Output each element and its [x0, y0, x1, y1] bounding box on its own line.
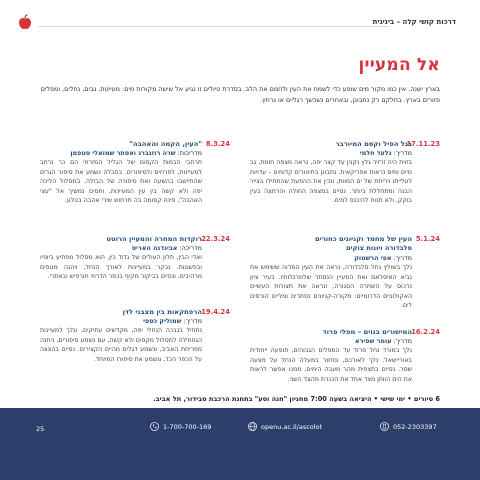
page-footer	[0, 408, 480, 480]
page-title: אל המעיין	[358, 55, 440, 75]
event-description: נלך במורד נחל פרוד עד המפלים הגבוהים, תופעה ייחודית באוריישאל. נלך לאורכם, ונחזור במעלה הנחל על מצעה שסר. נסיים בתצפית מהר מעבה הימים, ממנו אפשר לראות את הים הוותן מצד אחד את הכנרת מהצד השני.	[250, 347, 412, 383]
website-url: openu.ac.il/ascolot	[261, 422, 323, 431]
guide-name: שמוליק כספי	[143, 317, 182, 325]
events-column-right	[250, 140, 440, 384]
event-date: 5.1.24	[415, 235, 440, 243]
intro-paragraph: בארץ ישנה, אין כמו מקור מים שופע כדי לשמח את העין ולחמם את הלב. בסדרת טיולים זו נגיע אל שישה מקורות מים: מעיינות, גבים, נחלים, ומפלים פזורים בארץ. בחלקם רק נתבונן, ובאחרים נשכשך רגליים או נרחץ.	[40, 85, 440, 104]
events-column-left	[40, 140, 230, 364]
guide-label: מדריך:	[393, 254, 412, 262]
event-date: 16.2.24	[411, 328, 440, 336]
event-subtitle: סלבדורה ויונות צוקים	[346, 244, 412, 252]
page-number: 25	[36, 425, 45, 433]
guide-name: עומר שפירא	[354, 337, 392, 345]
event-description: נתחיל בנבכה הנחלי יפה, מקדשים עתיקים, ונלך למעיינות הגוזחילה למסלול מקסים ולא קשה, עם נשמע סיפורים, ניחנה מפריחת האביב, ונשמע דגלים מהיים הקצירים. נסיים בהצצה על הכפר הכד, ונשמע את סיפורו המיוחד.	[40, 327, 202, 363]
event-item	[40, 140, 230, 235]
guide-label: מדריך:	[393, 337, 412, 345]
event-description: בזוית היה זרזיר גלץ נקנין עד קצר יפה, נראה מצפה חומת, גב מיים ומים נראות אפריקאית. נתבונן בחיטורים קדומים – עדויות לעלייתו ויריחת של ים המוות, ונכין את ההפעת שהתחילו בצייר הבנה ומתחללת ביותר. נסיים במצפה החולה והרחצה בעין בוקק, ולא תנוח להיכנס למים.	[250, 159, 412, 205]
event-title: "העין, הקמה והאהבה"	[129, 140, 202, 148]
event-guide	[250, 148, 412, 158]
header-divider	[38, 26, 390, 27]
event-guide	[40, 316, 202, 326]
series-title: דרכות קושי קלה – ביניגית	[372, 18, 456, 26]
phone-number: 1-700-700-169	[163, 422, 212, 431]
event-title: העין של מחמד וקניונים כחורים	[314, 235, 412, 243]
guide-label: מדריך:	[393, 149, 412, 157]
apple-logo-icon	[18, 14, 32, 30]
event-item	[40, 235, 230, 308]
event-date: 8.3.24	[205, 140, 230, 148]
guide-name: גלעד חלמי	[359, 149, 392, 157]
event-title: המישורים בגוים – מפלי פרוד	[322, 328, 412, 336]
event-title: הרפתקאות בין מצבני לדן	[122, 308, 202, 316]
website-link[interactable]	[248, 422, 322, 431]
guide-name: אביגדנה האריס	[131, 244, 178, 252]
mobile-number: 052-2303397	[393, 422, 437, 431]
event-item	[40, 308, 230, 364]
event-item	[250, 328, 440, 384]
event-item	[250, 140, 440, 235]
event-date: 17.11.23	[406, 140, 440, 148]
phone-contact[interactable]	[150, 422, 211, 431]
mobile-contact[interactable]	[380, 422, 437, 431]
event-date: 19.4.24	[201, 308, 230, 316]
event-guide	[40, 148, 202, 158]
globe-icon	[248, 422, 257, 431]
event-guide	[250, 336, 412, 346]
page-header	[18, 18, 462, 32]
event-description: ואדי הבין, תלון העולים של גדוד בין, הוא מסלול מפתיע ביופיו ובפשטות. נבקר במעיינות לאורך הנחל, ויהנה מנופים מרהיבים, ונסיים בביקור מקיף בכפר הדרוזי חורפיש ובאתרי.	[40, 254, 202, 281]
event-date: 22.3.24	[201, 235, 230, 243]
event-item	[250, 235, 440, 328]
event-title: רגל הפיל וקסם המיורבר	[335, 140, 412, 148]
guide-name: שרה רוזנברג ואסתר שמואלי סטפמן	[70, 149, 176, 157]
guide-label: מדריך:	[183, 317, 202, 325]
event-description: נלך בשולץ נחל סלבדורה, נראה את העין המרוה ששימש את נביא האיסלאם ואת המעיין הנסתר שלמרגלותיו. בעיר ציון נרכוס על השתרה הסגורה, ונראה את תצורות העשיים האקולוגיים הדרומיים: מקורה-קניונים נסתרים ומליים הורסים לים.	[250, 264, 412, 310]
event-guide	[250, 253, 412, 263]
guide-label: מדריכה:	[179, 244, 202, 252]
event-guide	[40, 243, 202, 253]
schedule-note: 6 סיורים • ימי שישי • היציאה בשעה 7:00 מחניון "חנה וסע" בתחנת הרכבת סבידור, תל אביב.	[153, 395, 440, 403]
phone-icon	[150, 422, 159, 431]
mobile-phone-icon	[380, 422, 389, 431]
event-title: רוקדות המחרה והמעיין הרוטט	[106, 235, 202, 243]
guide-label: מדריכות:	[177, 149, 202, 157]
event-description: תרחבי הבמות הקסום של הגליל המזרחי הם כר נרחב למעיינות, לפרחים ולסיפורים. בסבלה נשמע את סיפור הגרים שהתיישבו בהשעה ואת סיפורה של הבזלה. במסלול הליכה יפה ולא קשה בין עין המעיינות, ותסים נמשיך אל "עצי האהבה", פינה קסומה בה תרחוש שירי אהבה בטלע.	[40, 159, 202, 205]
guide-name: אפי הרשטוק	[354, 254, 392, 262]
